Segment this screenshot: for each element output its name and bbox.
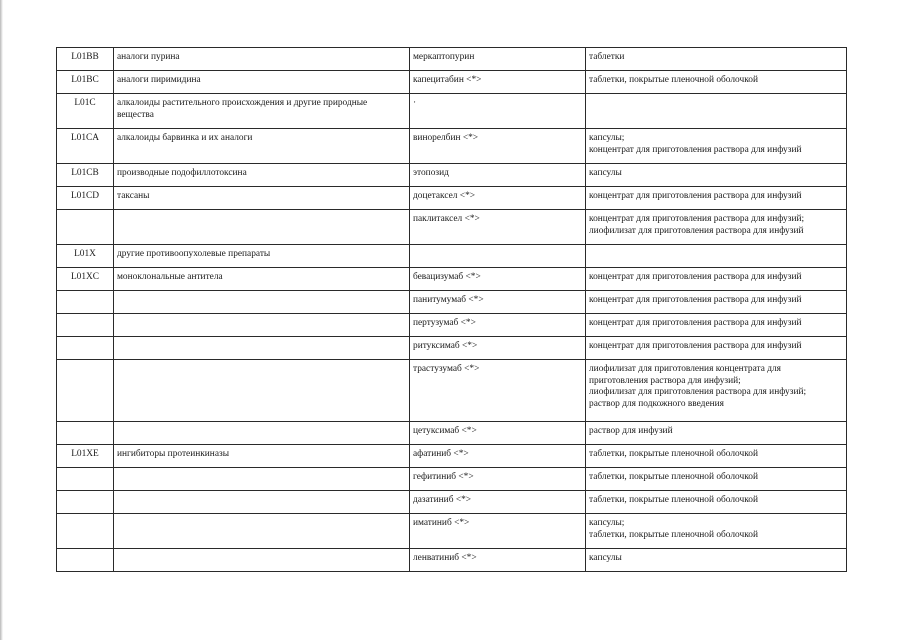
- dosage-form-line: лиофилизат для приготовления раствора для инфузий;: [589, 387, 807, 397]
- atc-code-cell: [57, 468, 114, 491]
- dosage-form-line: капсулы: [589, 553, 622, 563]
- drug-name-cell: ленватиниб <*>: [410, 549, 586, 572]
- atc-code-cell: [57, 210, 114, 245]
- drug-group-cell: аналоги пиримидина: [114, 71, 410, 94]
- table-row: [57, 129, 847, 164]
- dosage-form-cell: [586, 514, 847, 549]
- dosage-form-cell: [586, 71, 847, 94]
- atc-code-cell: L01CA: [57, 129, 114, 164]
- drug-name-cell: [410, 245, 586, 268]
- drug-name-cell: меркаптопурин: [410, 48, 586, 71]
- drug-name-cell: капецитабин <*>: [410, 71, 586, 94]
- drug-name-cell: пертузумаб <*>: [410, 314, 586, 337]
- atc-code-cell: L01C: [57, 94, 114, 129]
- dosage-form-line: концентрат для приготовления раствора для инфузий: [589, 191, 802, 201]
- drug-group-cell: [114, 422, 410, 445]
- dosage-form-cell: [586, 445, 847, 468]
- drug-group-cell: [114, 491, 410, 514]
- dosage-form-line: приготовления раствора для инфузий;: [589, 375, 741, 386]
- drug-table: [56, 47, 847, 572]
- dosage-form-cell: [586, 291, 847, 314]
- dosage-form-cell: [586, 360, 847, 422]
- table-row: [57, 337, 847, 360]
- dosage-form-cell: [586, 245, 847, 268]
- table-row: [57, 514, 847, 549]
- table-row: [57, 549, 847, 572]
- dosage-form-line: таблетки, покрытые пленочной оболочкой: [589, 472, 758, 482]
- drug-name-cell: афатиниб <*>: [410, 445, 586, 468]
- drug-group-cell: [114, 314, 410, 337]
- dosage-form-line: концентрат для приготовления раствора для инфузий: [589, 341, 802, 351]
- dosage-form-cell: [586, 210, 847, 245]
- table-row: [57, 245, 847, 268]
- dosage-form-cell: [586, 468, 847, 491]
- dosage-form-line: лиофилизат для приготовления концентрата для: [589, 364, 781, 374]
- atc-code-cell: [57, 360, 114, 422]
- atc-code-cell: [57, 491, 114, 514]
- atc-code-cell: [57, 514, 114, 549]
- drug-group-cell: [114, 210, 410, 245]
- dosage-form-line: концентрат для приготовления раствора для инфузий;: [589, 214, 805, 224]
- dosage-form-line: капсулы;: [589, 518, 625, 528]
- table-row: [57, 94, 847, 129]
- atc-code-cell: L01BB: [57, 48, 114, 71]
- drug-name-cell: бевацизумаб <*>: [410, 268, 586, 291]
- atc-code-cell: L01XE: [57, 445, 114, 468]
- drug-group-cell: алкалоиды растительного происхождения и другие природные вещества: [114, 94, 410, 129]
- drug-group-cell: моноклональные антитела: [114, 268, 410, 291]
- drug-group-cell: [114, 337, 410, 360]
- drug-name-cell: этопозид: [410, 164, 586, 187]
- drug-group-cell: [114, 291, 410, 314]
- table-row: [57, 491, 847, 514]
- atc-code-cell: [57, 422, 114, 445]
- atc-code-cell: [57, 337, 114, 360]
- dosage-form-cell: [586, 48, 847, 71]
- table-row: [57, 71, 847, 94]
- dosage-form-line: концентрат для приготовления раствора для инфузий: [589, 318, 802, 328]
- dosage-form-line: таблетки, покрытые пленочной оболочкой: [589, 495, 758, 505]
- dosage-form-cell: [586, 268, 847, 291]
- drug-name-cell: винорелбин <*>: [410, 129, 586, 164]
- drug-group-cell: [114, 360, 410, 422]
- drug-table-body: [57, 48, 847, 572]
- atc-code-cell: [57, 291, 114, 314]
- table-row: [57, 187, 847, 210]
- dosage-form-cell: [586, 337, 847, 360]
- table-row: [57, 445, 847, 468]
- drug-name-cell: ритуксимаб <*>: [410, 337, 586, 360]
- drug-name-cell: панитумумаб <*>: [410, 291, 586, 314]
- drug-name-cell: цетуксимаб <*>: [410, 422, 586, 445]
- dosage-form-line: лиофилизат для приготовления раствора для инфузий: [589, 225, 804, 236]
- table-row: [57, 164, 847, 187]
- drug-name-cell: трастузумаб <*>: [410, 360, 586, 422]
- table-row: [57, 291, 847, 314]
- drug-name-cell: паклитаксел <*>: [410, 210, 586, 245]
- table-row: [57, 268, 847, 291]
- dosage-form-cell: [586, 129, 847, 164]
- drug-group-cell: [114, 514, 410, 549]
- dosage-form-line: концентрат для приготовления раствора для инфузий: [589, 272, 802, 282]
- dosage-form-line: концентрат для приготовления раствора для инфузий: [589, 295, 802, 305]
- dosage-form-line: капсулы;: [589, 133, 625, 143]
- dosage-form-line: раствор для инфузий: [589, 426, 673, 436]
- atc-code-cell: L01CD: [57, 187, 114, 210]
- atc-code-cell: L01CB: [57, 164, 114, 187]
- dosage-form-line: капсулы: [589, 168, 622, 178]
- dosage-form-cell: [586, 187, 847, 210]
- drug-group-cell: другие противоопухолевые препараты: [114, 245, 410, 268]
- atc-code-cell: L01X: [57, 245, 114, 268]
- drug-group-cell: алкалоиды барвинка и их аналоги: [114, 129, 410, 164]
- scan-edge-shadow: [0, 0, 3, 640]
- dosage-form-line: таблетки, покрытые пленочной оболочкой: [589, 75, 758, 85]
- table-row: [57, 360, 847, 422]
- table-row: [57, 468, 847, 491]
- dosage-form-cell: [586, 549, 847, 572]
- table-row: [57, 422, 847, 445]
- dosage-form-line: таблетки, покрытые пленочной оболочкой: [589, 529, 758, 540]
- atc-code-cell: [57, 314, 114, 337]
- dosage-form-line: таблетки, покрытые пленочной оболочкой: [589, 449, 758, 459]
- atc-code-cell: L01XC: [57, 268, 114, 291]
- dosage-form-line: раствор для подкожного введения: [589, 398, 724, 409]
- drug-name-cell: доцетаксел <*>: [410, 187, 586, 210]
- drug-group-cell: производные подофиллотоксина: [114, 164, 410, 187]
- drug-group-cell: ингибиторы протеинкиназы: [114, 445, 410, 468]
- table-row: [57, 48, 847, 71]
- dosage-form-cell: [586, 94, 847, 129]
- drug-group-cell: таксаны: [114, 187, 410, 210]
- dosage-form-cell: [586, 491, 847, 514]
- dosage-form-line: таблетки: [589, 52, 625, 62]
- atc-code-cell: L01BC: [57, 71, 114, 94]
- drug-group-cell: [114, 549, 410, 572]
- dosage-form-cell: [586, 422, 847, 445]
- drug-group-cell: [114, 468, 410, 491]
- dosage-form-cell: [586, 314, 847, 337]
- dosage-form-line: концентрат для приготовления раствора для инфузий: [589, 144, 802, 155]
- table-row: [57, 210, 847, 245]
- atc-code-cell: [57, 549, 114, 572]
- drug-name-cell: дазатиниб <*>: [410, 491, 586, 514]
- drug-name-cell: иматиниб <*>: [410, 514, 586, 549]
- drug-name-cell: ·: [410, 94, 586, 129]
- dosage-form-cell: [586, 164, 847, 187]
- drug-group-cell: аналоги пурина: [114, 48, 410, 71]
- table-row: [57, 314, 847, 337]
- drug-name-cell: гефитиниб <*>: [410, 468, 586, 491]
